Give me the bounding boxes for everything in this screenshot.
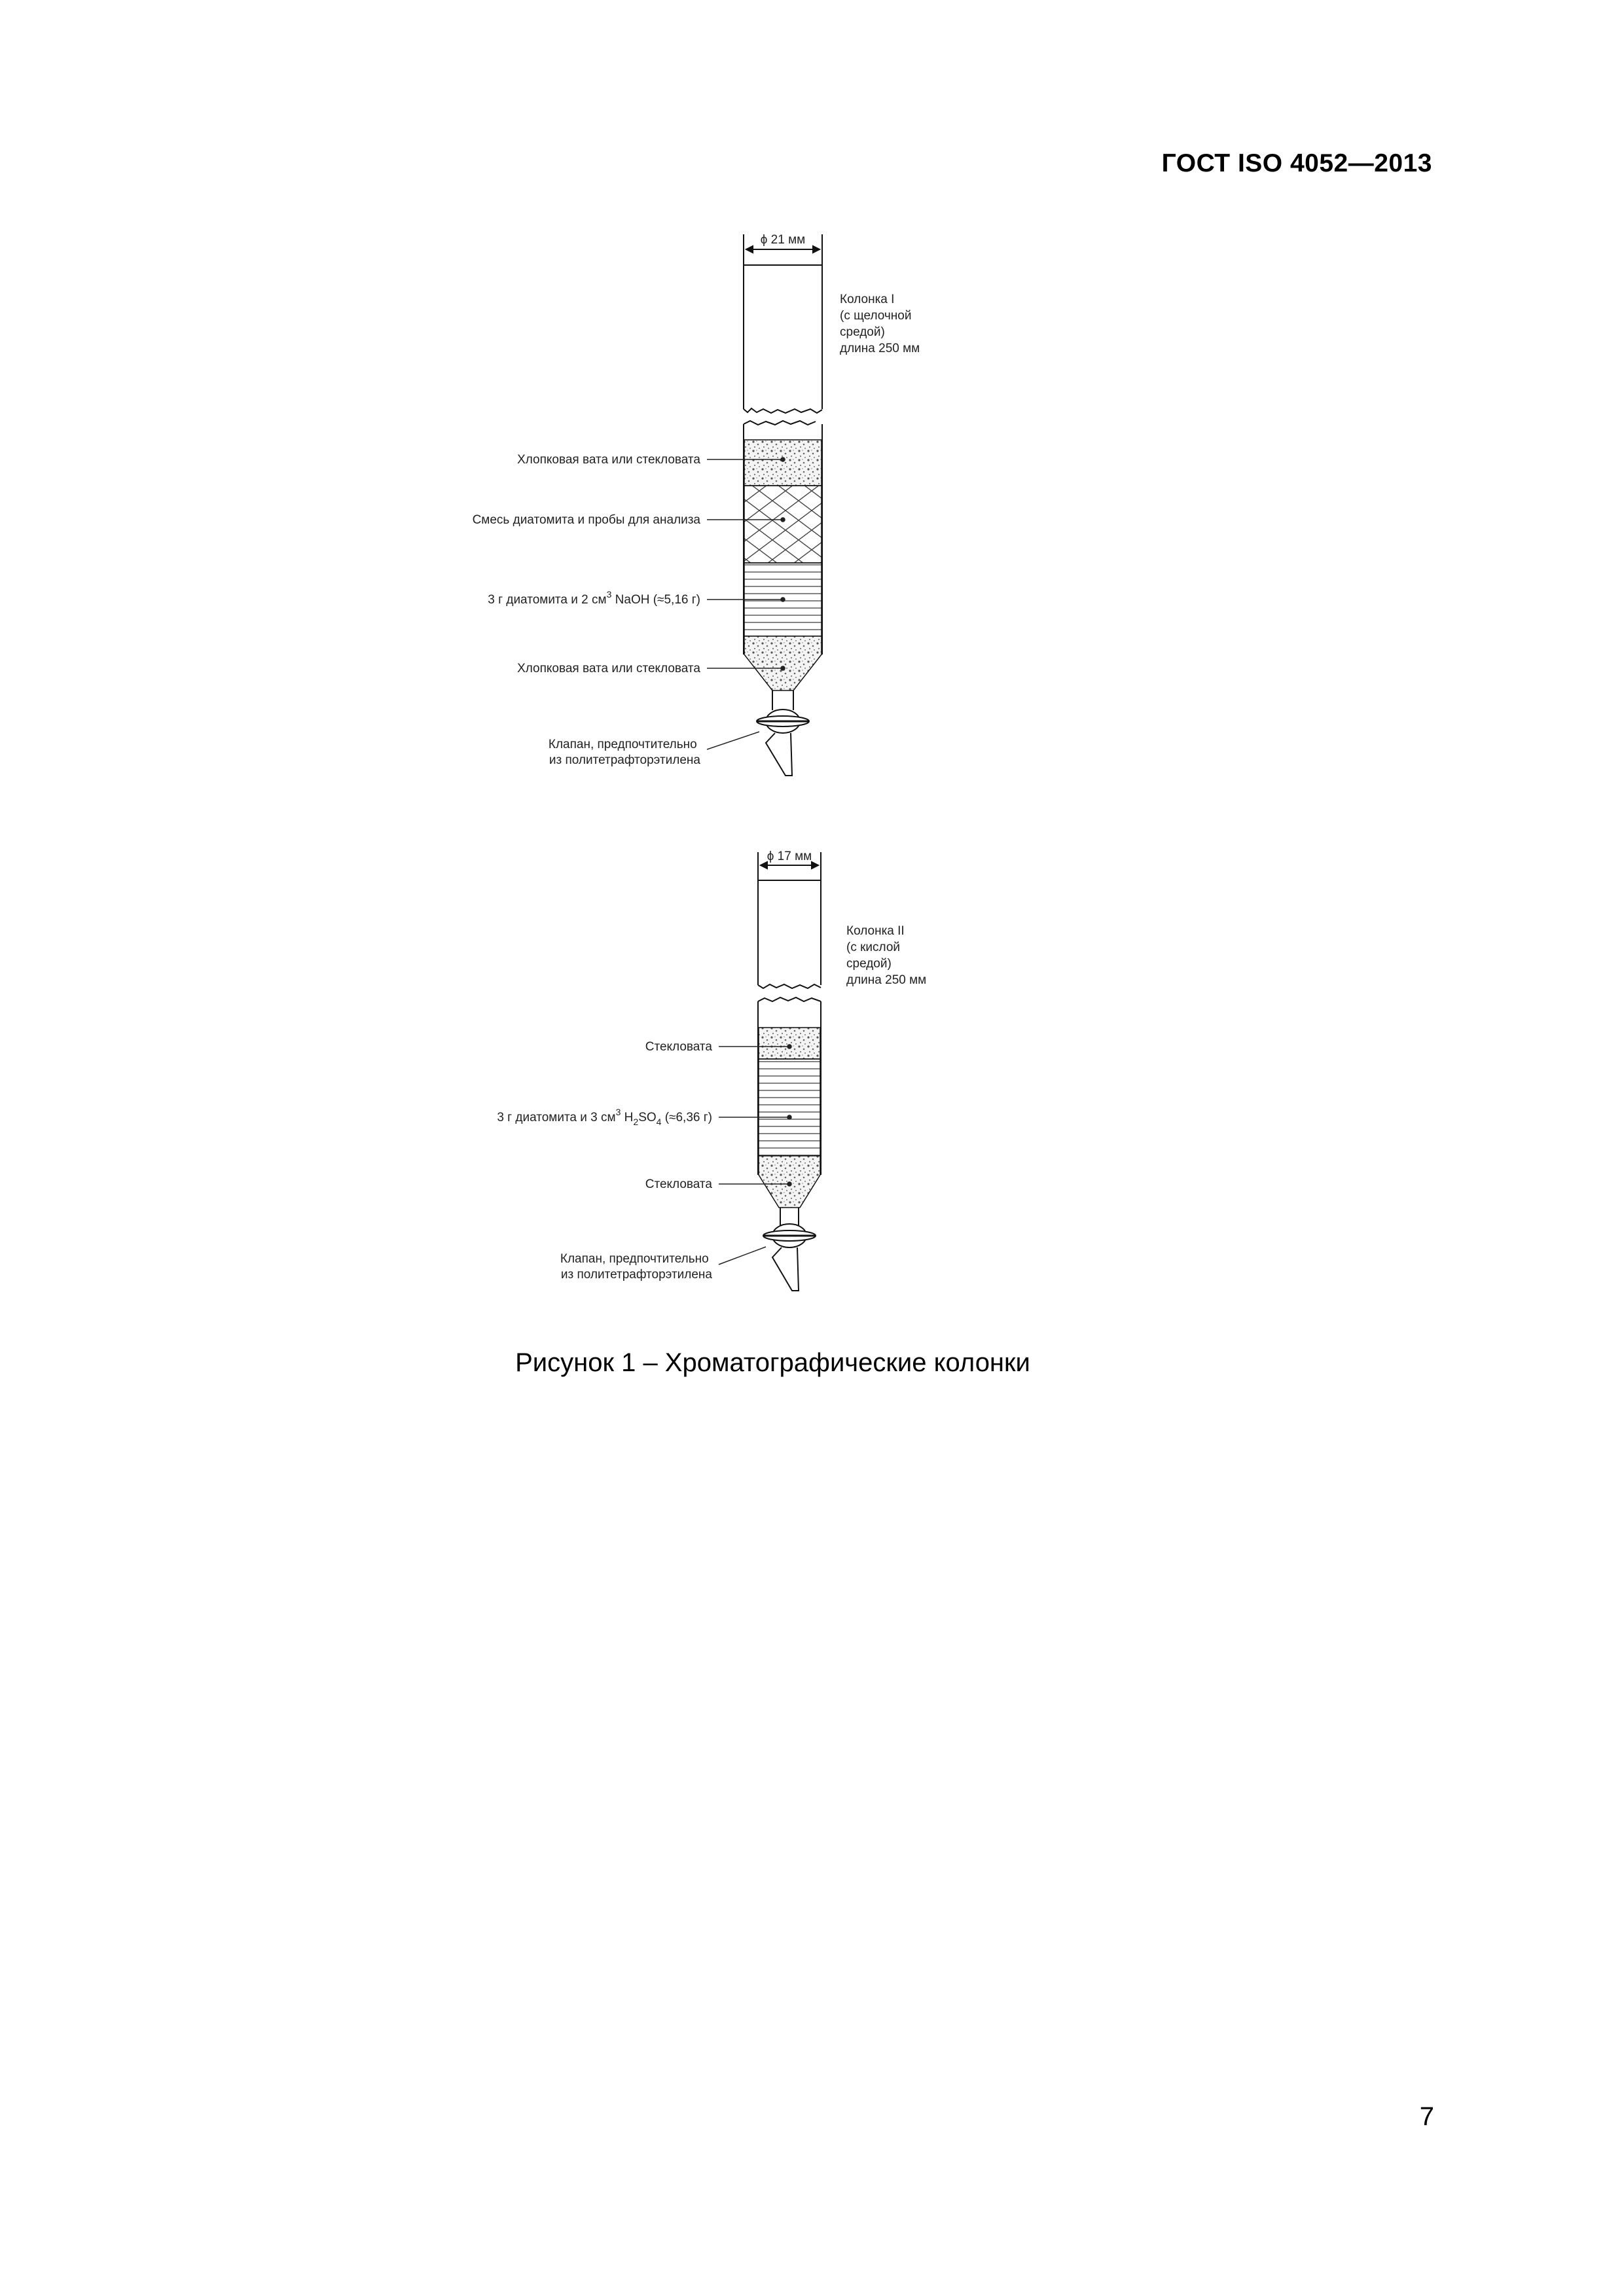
column-2-label-valve: Клапан, предпочтительно из политетрафторэтилена bbox=[560, 1252, 712, 1282]
column-2-outlet bbox=[763, 1208, 816, 1291]
column-1-outlet bbox=[757, 691, 809, 776]
column-1-label-mixture: Смесь диатомита и пробы для анализа bbox=[472, 513, 700, 527]
column-1-mixture-layer bbox=[744, 486, 821, 563]
column-2-label-wool-top: Стекловата bbox=[645, 1040, 712, 1054]
column-2-label-acid: 3 г диатомита и 3 $см^3$ $H_2SO_4$ (≈6,36 г) bbox=[497, 1107, 712, 1127]
column-1-label-wool-top: Хлопковая вата или стекловата bbox=[517, 453, 700, 467]
column-2-diameter-label: ϕ 17 мм bbox=[767, 850, 812, 863]
column-1-diameter-label: ϕ 21 мм bbox=[760, 233, 806, 247]
column-1-wool-bottom-layer bbox=[744, 636, 821, 691]
figure-caption: Рисунок 1 – Хроматографические колонки bbox=[515, 1348, 1030, 1377]
column-2-acid-layer bbox=[759, 1059, 820, 1156]
column-1-label-wool-bottom: Хлопковая вата или стекловата bbox=[517, 662, 700, 675]
column-1-label-naoh: 3 г диатомита и 2 $см^3$ NaOH (≈5,16 г) bbox=[488, 589, 700, 607]
column-1-title: Колонка I (с щелочной средой) длина 250 мм bbox=[840, 293, 920, 355]
column-2-upper-tube bbox=[758, 880, 821, 988]
column-2-label-wool-bottom: Стекловата bbox=[645, 1177, 712, 1191]
document-code: ГОСТ ISO 4052—2013 bbox=[1161, 149, 1432, 177]
column-1-wool-top-layer bbox=[744, 440, 821, 486]
page-number: 7 bbox=[1419, 2102, 1434, 2131]
column-1-upper-tube bbox=[744, 265, 822, 413]
column-1-label-valve: Клапан, предпочтительно из политетрафторэтилена bbox=[548, 738, 700, 767]
column-2-wool-top-layer bbox=[759, 1028, 820, 1059]
column-2-title: Колонка II (с кислой средой) длина 250 мм bbox=[846, 924, 927, 987]
